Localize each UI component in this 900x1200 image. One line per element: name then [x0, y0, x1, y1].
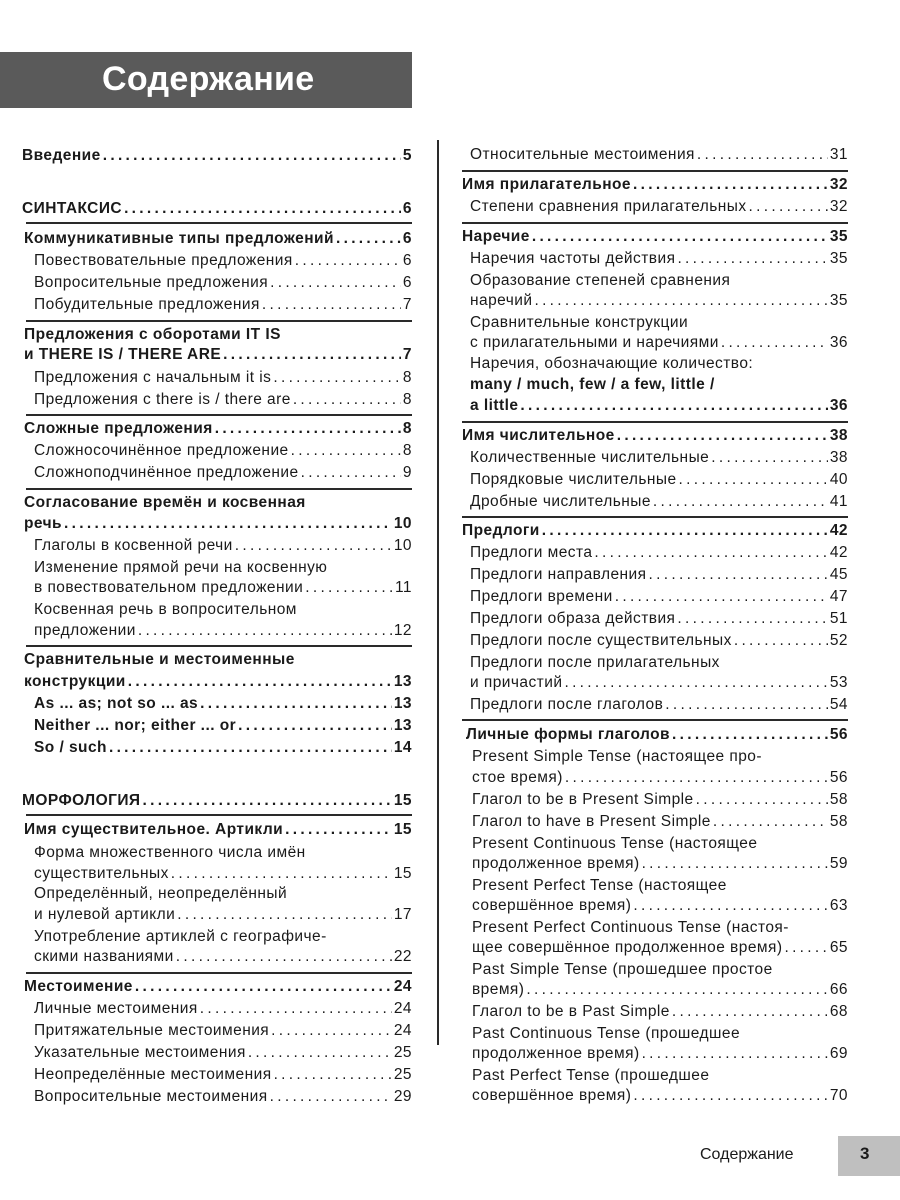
- toc-subentry[interactable]: Предлоги направления . . . 45: [470, 565, 848, 585]
- toc-subentry-line1: Present Perfect Tense (настоящее: [472, 877, 727, 894]
- separator: [462, 222, 848, 224]
- toc-subentry-line1: Past Perfect Tense (прошедшее: [472, 1067, 710, 1084]
- toc-entry-line1: Сравнительные и местоименные: [24, 651, 295, 668]
- toc-subentry[interactable]: существительных . . . 15: [34, 864, 412, 884]
- toc-subentry[interactable]: Предлоги после глаголов . . . 54: [470, 695, 848, 715]
- toc-entry[interactable]: Имя существительное. Артикли . . . 15: [24, 820, 412, 840]
- toc-subentry[interactable]: Количественные числительные . . . 38: [470, 448, 848, 468]
- toc-subentry[interactable]: и нулевой артикли . . . 17: [34, 905, 412, 925]
- column-divider: [437, 140, 439, 1045]
- toc-subentry[interactable]: Побудительные предложения . . . 7: [34, 295, 412, 315]
- toc-subentry[interactable]: щее совершённое продолженное время) . . . 65: [472, 938, 848, 958]
- toc-subentry[interactable]: Предлоги образа действия . . . 51: [470, 609, 848, 629]
- separator: [26, 222, 412, 224]
- toc-subentry[interactable]: As ... as; not so ... as . . . 13: [34, 694, 412, 714]
- toc-subentry[interactable]: Предложения с there is / there are . . . 8: [34, 390, 412, 410]
- toc-subentry[interactable]: наречий . . . 35: [470, 291, 848, 311]
- toc-entry[interactable]: речь . . . 10: [24, 514, 412, 534]
- toc-subentry[interactable]: Neither ... nor; either ... or . . . 13: [34, 716, 412, 736]
- toc-entry[interactable]: и THERE IS / THERE ARE . . . 7: [24, 345, 412, 365]
- separator: [26, 814, 412, 816]
- toc-subentry-line1: Present Continuous Tense (настоящее: [472, 835, 758, 852]
- separator: [462, 719, 848, 721]
- toc-subentry[interactable]: в повествовательном предложении . . . 11: [34, 578, 412, 598]
- toc-subentry-line1: Сравнительные конструкции: [470, 314, 689, 331]
- toc-subentry[interactable]: Указательные местоимения . . . 25: [34, 1043, 412, 1063]
- toc-subentry-line1: Образование степеней сравнения: [470, 272, 731, 289]
- toc-subentry[interactable]: Глагол to have в Present Simple . . . 58: [472, 812, 848, 832]
- toc-subentry[interactable]: Степени сравнения прилагательных . . . 32: [470, 197, 848, 217]
- toc-subentry[interactable]: Притяжательные местоимения . . . 24: [34, 1021, 412, 1041]
- toc-subentry[interactable]: с прилагательными и наречиями . . . 36: [470, 333, 848, 353]
- toc-subentry-line1: Косвенная речь в вопросительном: [34, 601, 297, 618]
- toc-subentry[interactable]: продолженное время) . . . 69: [472, 1044, 848, 1064]
- separator: [26, 645, 412, 647]
- toc-section[interactable]: МОРФОЛОГИЯ . . . 15: [22, 791, 412, 811]
- toc-section[interactable]: СИНТАКСИС . . . 6: [22, 199, 412, 219]
- toc-entry[interactable]: Имя числительное . . . 38: [462, 426, 848, 446]
- toc-entry[interactable]: Предлоги . . . 42: [462, 521, 848, 541]
- toc-entry[interactable]: Местоимение . . . 24: [24, 977, 412, 997]
- toc-entry[interactable]: конструкции . . . 13: [24, 672, 412, 692]
- toc-entry[interactable]: Личные формы глаголов . . . 56: [466, 725, 848, 745]
- toc-subentry[interactable]: Сложноподчинённое предложение . . . 9: [34, 463, 412, 483]
- toc-entry[interactable]: Введение . . . 5: [22, 146, 412, 166]
- toc-subentry-line1: Употребление артиклей с географиче-: [34, 928, 327, 945]
- page-number: 3: [860, 1144, 870, 1163]
- toc-subentry[interactable]: Глаголы в косвенной речи . . . 10: [34, 536, 412, 556]
- toc-subentry[interactable]: Предложения с начальным it is . . . 8: [34, 368, 412, 388]
- toc-subentry-line1: Изменение прямой речи на косвенную: [34, 559, 328, 576]
- toc-subentry[interactable]: совершённое время) . . . 70: [472, 1086, 848, 1106]
- toc-subentry[interactable]: Дробные числительные . . . 41: [470, 492, 848, 512]
- toc-subentry[interactable]: So / such . . . 14: [34, 738, 412, 758]
- page-title: Содержание: [102, 60, 315, 98]
- separator: [26, 414, 412, 416]
- separator: [462, 170, 848, 172]
- toc-subentry[interactable]: стое время) . . . 56: [472, 768, 848, 788]
- toc-subentry[interactable]: Порядковые числительные . . . 40: [470, 470, 848, 490]
- toc-entry[interactable]: Коммуникативные типы предложений . . . 6: [24, 229, 412, 249]
- toc-subentry[interactable]: a little . . . 36: [470, 396, 848, 416]
- toc-subentry-line1: Наречия, обозначающие количество:: [470, 355, 754, 372]
- toc-subentry[interactable]: Относительные местоимения . . . 31: [470, 145, 848, 165]
- toc-subentry[interactable]: совершённое время) . . . 63: [472, 896, 848, 916]
- toc-subentry-line1: Предлоги после прилагательных: [470, 654, 720, 671]
- toc-subentry-line1: Past Continuous Tense (прошедшее: [472, 1025, 741, 1042]
- toc-subentry[interactable]: время) . . . 66: [472, 980, 848, 1000]
- toc-subentry[interactable]: Вопросительные предложения . . . 6: [34, 273, 412, 293]
- separator: [26, 972, 412, 974]
- toc-subentry-line1: Форма множественного числа имён: [34, 844, 306, 861]
- toc-subentry[interactable]: Глагол to be в Present Simple . . . 58: [472, 790, 848, 810]
- toc-subentry[interactable]: Глагол to be в Past Simple . . . 68: [472, 1002, 848, 1022]
- toc-entry[interactable]: Наречие . . . 35: [462, 227, 848, 247]
- toc-subentry-line1: Past Simple Tense (прошедшее простое: [472, 961, 773, 978]
- toc-subentry[interactable]: Наречия частоты действия . . . 35: [470, 249, 848, 269]
- toc-subentry[interactable]: Личные местоимения . . . 24: [34, 999, 412, 1019]
- toc-subentry-line1: Определённый, неопределённый: [34, 885, 288, 902]
- toc-subentry[interactable]: скими названиями . . . 22: [34, 947, 412, 967]
- footer-label: Содержание: [700, 1146, 794, 1163]
- toc-subentry[interactable]: Предлоги времени . . . 47: [470, 587, 848, 607]
- toc-subentry[interactable]: и причастий . . . 53: [470, 673, 848, 693]
- separator: [26, 320, 412, 322]
- toc-entry[interactable]: Сложные предложения . . . 8: [24, 419, 412, 439]
- toc-subentry[interactable]: Предлоги места . . . 42: [470, 543, 848, 563]
- toc-subentry-line1: Present Perfect Continuous Tense (настоя-: [472, 919, 789, 936]
- toc-subentry[interactable]: продолженное время) . . . 59: [472, 854, 848, 874]
- toc-entry[interactable]: Имя прилагательное . . . 32: [462, 175, 848, 195]
- separator: [462, 421, 848, 423]
- toc-subentry[interactable]: Неопределённые местоимения . . . 25: [34, 1065, 412, 1085]
- toc-entry-line1: Предложения с оборотами IT IS: [24, 326, 281, 343]
- separator: [462, 516, 848, 518]
- toc-subentry[interactable]: Предлоги после существительных . . . 52: [470, 631, 848, 651]
- separator: [26, 488, 412, 490]
- toc-subentry[interactable]: Сложносочинённое предложение . . . 8: [34, 441, 412, 461]
- toc-subentry[interactable]: Вопросительные местоимения . . . 29: [34, 1087, 412, 1107]
- toc-entry-line1: Согласование времён и косвенная: [24, 494, 306, 511]
- toc-subentry[interactable]: Повествовательные предложения . . . 6: [34, 251, 412, 271]
- toc-subentry-line1: Present Simple Tense (настоящее про-: [472, 748, 762, 765]
- toc-subentry[interactable]: предложении . . . 12: [34, 621, 412, 641]
- toc-subentry-line2: many / much, few / a few, little /: [470, 376, 715, 393]
